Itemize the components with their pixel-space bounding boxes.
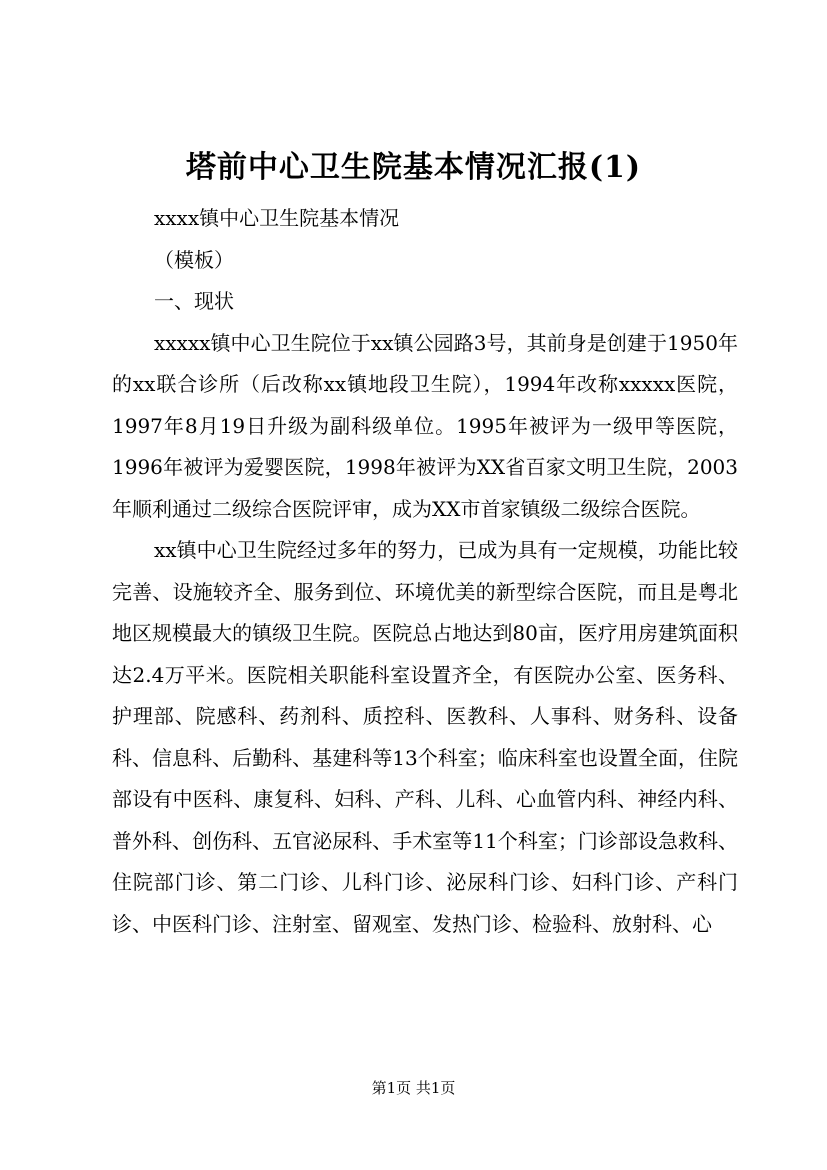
paragraph-overview (112, 530, 738, 945)
page-footer: 第1页 共1页 (371, 1079, 456, 1097)
document-subtitle: xxxx镇中心卫生院基本情况 (154, 206, 400, 230)
template-note: （模板） (154, 247, 234, 272)
paragraph-text: xx镇中心卫生院经过多年的努力，已成为具有一定规模，功能比较完善、设施较齐全、服务到位、环境优美的新型综合医院，而且是粤北地区规模最大的镇级卫生院。医院总占地达到80亩，医疗用房建筑面积达2.4万平米。医院相关职能科室设置齐全，有医院办公室、医务科、护理部、院感科、药剂科、质控科、医教科、人事科、财务科、设备科、信息科、后勤科、基建科等13个科室；临床科室也设置全面，住院部设有中医科、康复科、妇科、产科、儿科、心血管内科、神经内科、普外科、创伤科、五官泌尿科、手术室等11个科室；门诊部设急救科、住院部门诊、第二门诊、儿科门诊、泌尿科门诊、妇科门诊、产科门诊、中医科门诊、注射室、留观室、发热门诊、检验科、放射科、心 (112, 538, 738, 936)
paragraph-text: xxxxx镇中心卫生院位于xx镇公园路3号，其前身是创建于1950年的xx联合诊所（后改称xx镇地段卫生院），1994年改称xxxxx医院，1997年8月19日升级为副科级单位。1995年被评为一级甲等医院，1996年被评为爱婴医院，1998年被评为XX省百家文明卫生院，2003年顺利通过二级综合医院评审，成为XX市首家镇级二级综合医院。 (112, 330, 738, 521)
document-title: 塔前中心卫生院基本情况汇报(1) (185, 150, 642, 185)
section-heading: 一、现状 (154, 289, 234, 313)
document-body (112, 198, 738, 945)
paragraph-history (112, 323, 738, 531)
